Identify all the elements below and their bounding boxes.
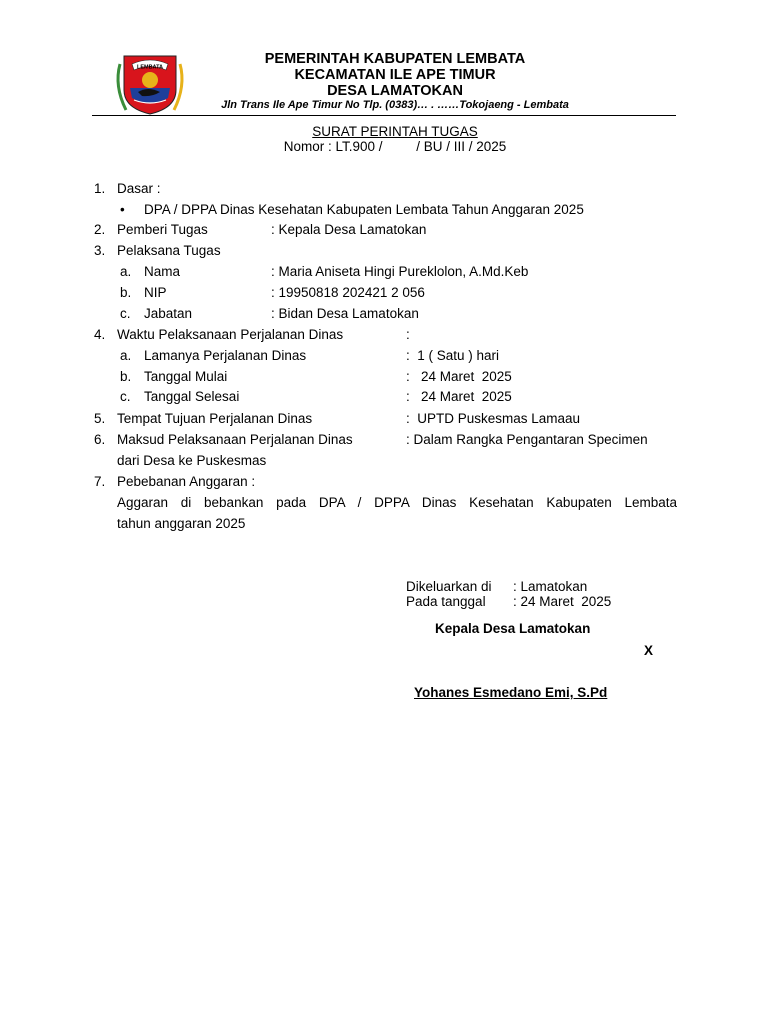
dasar-value: DPA / DPPA Dinas Kesehatan Kabupaten Lembata Tahun Anggaran 2025 — [144, 202, 584, 217]
tempat-label: Tempat Tujuan Perjalanan Dinas — [117, 411, 313, 426]
bullet-icon: • — [120, 202, 125, 217]
item-number: 1. — [94, 181, 106, 196]
header-district: KECAMATAN ILE APE TIMUR — [294, 67, 496, 83]
tanggal-value: : 24 Maret 2025 — [513, 594, 612, 609]
waktu-label: Waktu Pelaksanaan Perjalanan Dinas — [117, 327, 344, 342]
jabatan-value: : Bidan Desa Lamatokan — [271, 306, 419, 321]
item-number: 3. — [94, 243, 106, 258]
sub-letter: b. — [120, 285, 132, 300]
item-number: 4. — [94, 327, 106, 342]
maksud-continuation: dari Desa ke Puskesmas — [117, 453, 267, 468]
tanggal-selesai-label: Tanggal Selesai — [144, 389, 240, 404]
signature-mark: X — [644, 643, 654, 658]
maksud-label: Maksud Pelaksanaan Perjalanan Dinas — [117, 432, 353, 447]
item-number: 7. — [94, 474, 106, 489]
pelaksana-tugas-label: Pelaksana Tugas — [117, 243, 221, 258]
header-address: Jln Trans Ile Ape Timur No Tlp. (0383)… . ……Tokojaeng - Lembata — [221, 99, 569, 111]
header-government: PEMERINTAH KABUPATEN LEMBATA — [264, 51, 526, 67]
letter-title: SURAT PERINTAH TUGAS — [312, 124, 478, 139]
maksud-value: : Dalam Rangka Pengantaran Specimen — [406, 432, 648, 447]
lama-label: Lamanya Perjalanan Dinas — [144, 348, 307, 363]
logo-banner-text: LEMBATA — [136, 64, 164, 71]
tanggal-label: Pada tanggal — [406, 594, 486, 609]
signatory-title: Kepala Desa Lamatokan — [435, 621, 591, 636]
pebebanan-label: Pebebanan Anggaran : — [117, 474, 256, 489]
sub-letter: c. — [120, 306, 131, 321]
pemberi-tugas-label: Pemberi Tugas — [117, 222, 208, 237]
sub-letter: b. — [120, 369, 132, 384]
jabatan-label: Jabatan — [144, 306, 193, 321]
tempat-value: : UPTD Puskesmas Lamaau — [406, 411, 581, 426]
dasar-label: Dasar : — [117, 181, 161, 196]
pebebanan-text: Aggaran di bebankan pada DPA / DPPA Dinas Kesehatan Kabupaten Lembata — [117, 495, 677, 510]
nama-label: Nama — [144, 264, 181, 279]
header-divider — [92, 115, 676, 116]
signatory-name: Yohanes Esmedano Emi, S.Pd — [414, 685, 608, 700]
dikeluarkan-value: : Lamatokan — [513, 579, 588, 594]
nip-value: : 19950818 202421 2 056 — [271, 285, 425, 300]
lama-value: : 1 ( Satu ) hari — [406, 348, 500, 363]
item-number: 5. — [94, 411, 106, 426]
tanggal-mulai-value: : 24 Maret 2025 — [406, 369, 512, 384]
item-number: 6. — [94, 432, 106, 447]
sub-letter: a. — [120, 264, 132, 279]
sub-letter: c. — [120, 389, 131, 404]
letter-number: Nomor : LT.900 / / BU / III / 2025 — [283, 139, 507, 154]
item-number: 2. — [94, 222, 106, 237]
dikeluarkan-label: Dikeluarkan di — [406, 579, 492, 594]
header-village: DESA LAMATOKAN — [327, 83, 463, 99]
nip-label: NIP — [144, 285, 167, 300]
pemberi-tugas-value: : Kepala Desa Lamatokan — [271, 222, 427, 237]
tanggal-selesai-value: : 24 Maret 2025 — [406, 389, 512, 404]
pebebanan-text-cont: tahun anggaran 2025 — [117, 516, 246, 531]
sub-letter: a. — [120, 348, 132, 363]
tanggal-mulai-label: Tanggal Mulai — [144, 369, 228, 384]
waktu-colon: : — [406, 327, 410, 342]
nama-value: : Maria Aniseta Hingi Pureklolon, A.Md.Keb — [271, 264, 529, 279]
